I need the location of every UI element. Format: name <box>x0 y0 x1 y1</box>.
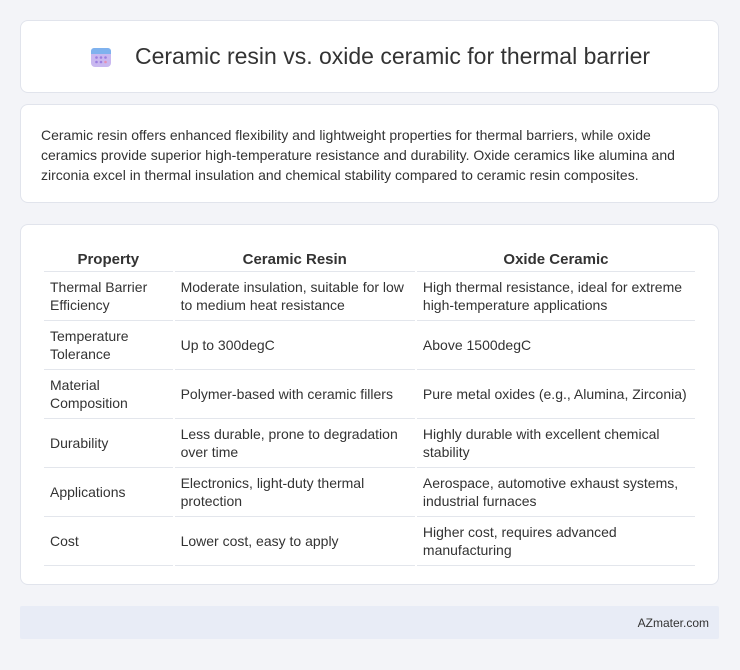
calendar-icon <box>89 45 113 69</box>
header-property: Property <box>44 245 173 272</box>
cell-ceramic-resin: Polymer-based with ceramic fillers <box>175 370 415 419</box>
page-title: Ceramic resin vs. oxide ceramic for thermal barrier <box>134 43 651 69</box>
table-row <box>44 419 695 468</box>
cell-ceramic-resin: Up to 300degC <box>175 321 415 370</box>
cell-ceramic-resin: Less durable, prone to degradation over time <box>175 419 415 468</box>
cell-ceramic-resin: Electronics, light-duty thermal protection <box>175 468 415 517</box>
cell-oxide-ceramic: Pure metal oxides (e.g., Alumina, Zirconia) <box>417 370 695 419</box>
intro-card <box>20 104 719 203</box>
cell-oxide-ceramic: High thermal resistance, ideal for extreme high-temperature applications <box>417 272 695 321</box>
cell-property: Durability <box>44 419 173 468</box>
comparison-table-card <box>20 224 719 585</box>
header-oxide-ceramic: Oxide Ceramic <box>417 245 695 272</box>
table-header-row <box>44 245 695 272</box>
cell-ceramic-resin: Moderate insulation, suitable for low to medium heat resistance <box>175 272 415 321</box>
header-ceramic-resin: Ceramic Resin <box>175 245 415 272</box>
cell-property: Thermal Barrier Efficiency <box>44 272 173 321</box>
intro-paragraph: Ceramic resin offers enhanced flexibility and lightweight properties for thermal barriers, while oxide ceramics provide superior high-temperature resistance and durability. Oxide ceramics like alumina and zirconia excel in thermal insulation and chemical stability compared to ceramic resin composites. <box>41 127 675 183</box>
cell-oxide-ceramic: Aerospace, automotive exhaust systems, industrial furnaces <box>417 468 695 517</box>
title-wrap <box>89 43 650 70</box>
cell-property: Temperature Tolerance <box>44 321 173 370</box>
title-card <box>20 20 719 93</box>
footer-bar <box>20 606 719 639</box>
table-row <box>44 468 695 517</box>
table-row <box>44 321 695 370</box>
cell-ceramic-resin: Lower cost, easy to apply <box>175 517 415 566</box>
cell-property: Cost <box>44 517 173 566</box>
table-row <box>44 370 695 419</box>
table-row <box>44 272 695 321</box>
cell-oxide-ceramic: Above 1500degC <box>417 321 695 370</box>
cell-property: Applications <box>44 468 173 517</box>
cell-oxide-ceramic: Higher cost, requires advanced manufacturing <box>417 517 695 566</box>
cell-property: Material Composition <box>44 370 173 419</box>
table-row <box>44 517 695 566</box>
comparison-table <box>42 245 697 566</box>
footer-site-link[interactable]: AZmater.com <box>637 615 709 630</box>
cell-oxide-ceramic: Highly durable with excellent chemical stability <box>417 419 695 468</box>
